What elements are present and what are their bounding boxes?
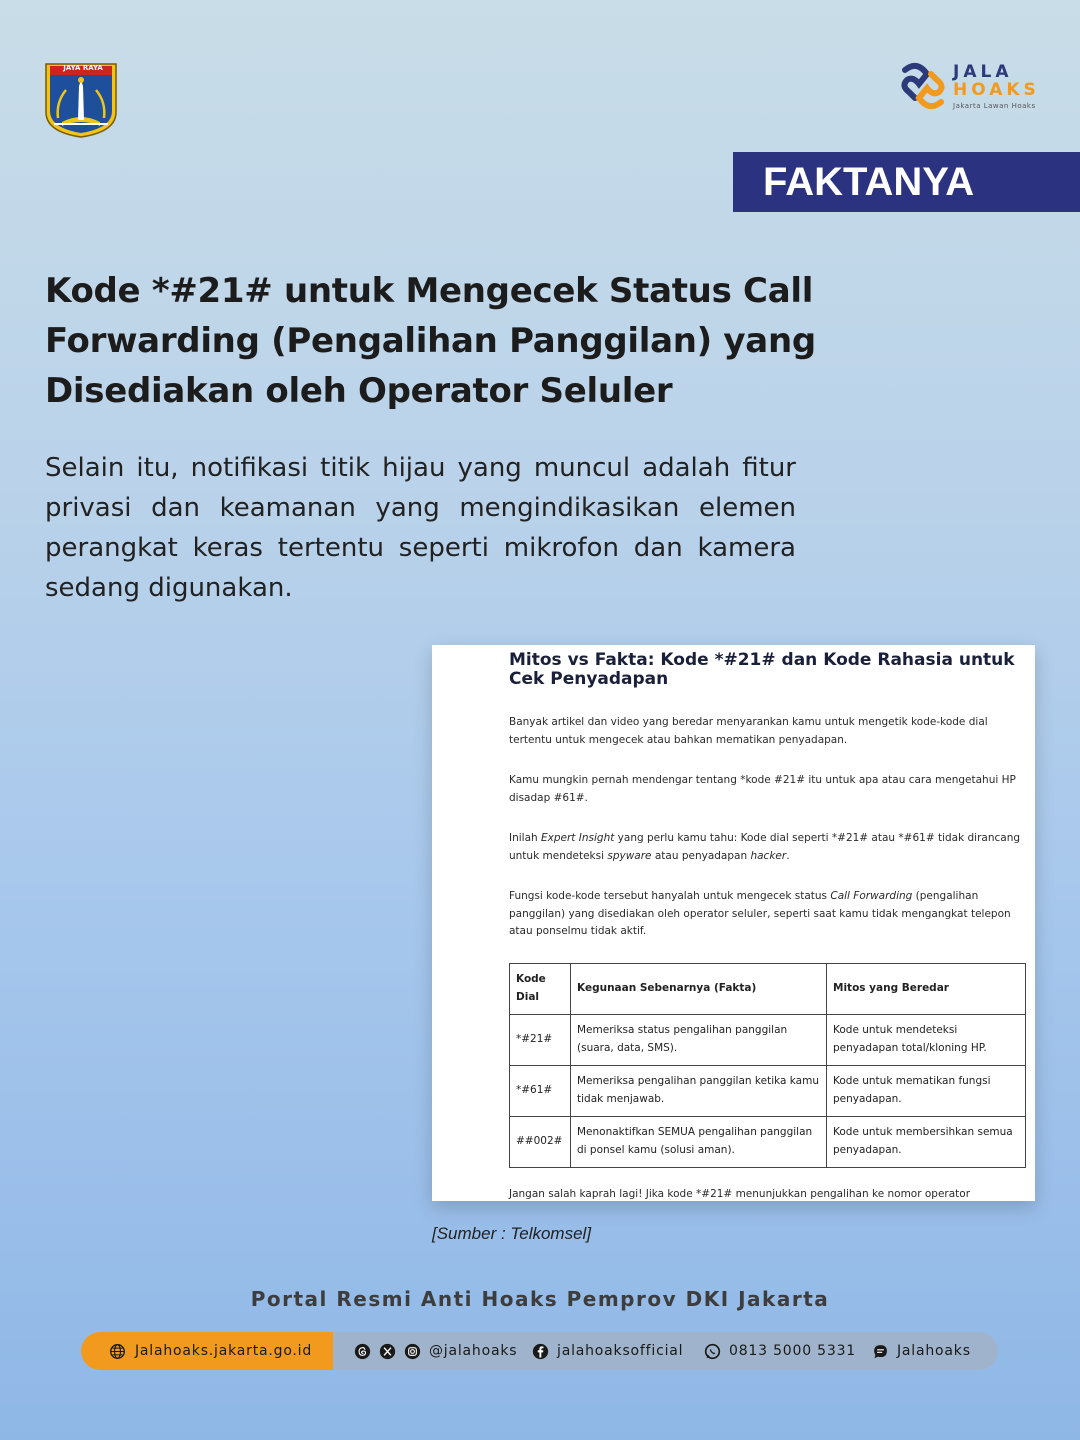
p4-text-b: (pengalihan panggilan) yang disediakan oleh operator seluler, seperti saat kamu tidak mengangkat telepon atau ponselmu tidak aktif. — [509, 890, 1011, 937]
footer-contact-bar — [81, 1332, 998, 1370]
body-paragraph: Selain itu, notifikasi titik hijau yang muncul adalah fitur privasi dan keamanan yang mengindikasikan elemen perangkat keras tertentu seperti mikrofon dan kamera sedang digunakan. — [45, 453, 796, 603]
p4-emphasis-call-forwarding: Call Forwarding — [830, 890, 913, 902]
article-screenshot — [432, 645, 1035, 1201]
globe-icon — [109, 1343, 126, 1360]
website-text: Jalahoaks.jakarta.go.id — [135, 1343, 313, 1359]
article-paragraph-5: Jangan salah kaprah lagi! Jika kode *#21# menunjukkan pengalihan ke nomor operator — [509, 1187, 971, 1200]
table-header-row — [510, 963, 1026, 1014]
facebook-icon — [532, 1343, 549, 1360]
dki-jakarta-logo — [44, 62, 118, 138]
chat-bubble-icon — [872, 1343, 889, 1360]
p3-text-d: . — [786, 849, 790, 862]
dki-logo-text: JAYA RAYA — [63, 64, 103, 72]
footer-chat[interactable] — [872, 1332, 971, 1370]
p3-emphasis-spyware: spyware — [607, 849, 652, 862]
article-title: Mitos vs Fakta: Kode *#21# dan Kode Rahasia untuk Cek Penyadapan — [509, 650, 1015, 689]
table-cell: Memeriksa pengalihan panggilan ketika kamu tidak menjawab. — [571, 1065, 827, 1116]
page-title: Kode *#21# untuk Mengecek Status Call Forwarding (Pengalihan Panggilan) yang Disediakan oleh Operator Seluler — [45, 271, 816, 411]
footer-social-handle[interactable] — [354, 1332, 517, 1370]
footer-whatsapp[interactable] — [704, 1332, 856, 1370]
table-cell: ##002# — [510, 1116, 571, 1167]
portal-tagline: Portal Resmi Anti Hoaks Pemprov DKI Jakarta — [250, 1287, 830, 1311]
table-cell: *#21# — [510, 1014, 571, 1065]
whatsapp-icon — [704, 1343, 721, 1360]
jalahoaks-word-jala: JALA — [953, 62, 1013, 82]
article-paragraph-2: Kamu mungkin pernah mendengar tentang *kode #21# itu untuk apa atau cara mengetahui HP disadap #61#. — [509, 774, 1016, 804]
p3-emphasis-hacker: hacker — [750, 849, 787, 862]
x-twitter-icon — [379, 1343, 396, 1360]
social-handle-text: @jalahoaks — [429, 1343, 518, 1359]
table-cell: Memeriksa status pengalihan panggilan (suara, data, SMS). — [571, 1014, 827, 1065]
table-header-cell: Kode Dial — [510, 963, 571, 1014]
table-cell: Kode untuk membersihkan semua penyadapan. — [827, 1116, 1026, 1167]
p3-text-a: Inilah — [509, 832, 542, 844]
phone-text: 0813 5000 5331 — [729, 1343, 856, 1359]
instagram-icon — [404, 1343, 421, 1360]
article-paragraph-1: Banyak artikel dan video yang beredar menyarankan kamu untuk mengetik kode-kode dial tertentu untuk mengecek atau bahkan mematikan penyadapan. — [509, 716, 988, 746]
table-row — [510, 1065, 1026, 1116]
p3-emphasis-expert-insight: Expert Insight — [541, 832, 615, 844]
table-cell: Menonaktifkan SEMUA pengalihan panggilan di ponsel kamu (solusi aman). — [571, 1116, 827, 1167]
footer-facebook[interactable] — [532, 1332, 683, 1370]
article-paragraph-3 — [509, 830, 1025, 865]
table-header-cell: Kegunaan Sebenarnya (Fakta) — [571, 963, 827, 1014]
fakta-banner: FAKTANYA — [733, 152, 1080, 212]
dial-code-table — [509, 963, 1026, 1168]
footer-website-link[interactable] — [81, 1332, 333, 1370]
table-cell: *#61# — [510, 1065, 571, 1116]
jalahoaks-tagline: Jakarta Lawan Hoaks — [953, 102, 1036, 110]
table-header-cell: Mitos yang Beredar — [827, 963, 1026, 1014]
jalahoaks-logo — [897, 62, 1047, 114]
jalahoaks-mark-icon — [897, 62, 949, 110]
dki-emblem-icon — [44, 62, 118, 138]
p4-text-a: Fungsi kode-kode tersebut hanyalah untuk mengecek status — [509, 890, 831, 902]
facebook-text: jalahoaksofficial — [557, 1343, 684, 1359]
threads-icon — [354, 1343, 371, 1360]
table-cell: Kode untuk mematikan fungsi penyadapan. — [827, 1065, 1026, 1116]
chat-text: Jalahoaks — [897, 1343, 971, 1359]
p3-text-c: atau penyadapan — [651, 849, 751, 862]
table-cell: Kode untuk mendeteksi penyadapan total/kloning HP. — [827, 1014, 1026, 1065]
table-row — [510, 1116, 1026, 1167]
p3-text-b: yang perlu kamu tahu: Kode dial seperti *#21# atau *#61# tidak dirancang untuk mendeteksi — [509, 832, 1021, 862]
source-caption: [Sumber : Telkomsel] — [432, 1224, 592, 1243]
article-paragraph-4 — [509, 888, 1025, 941]
table-row — [510, 1014, 1026, 1065]
jalahoaks-word-hoaks: HOAKS — [953, 80, 1040, 100]
